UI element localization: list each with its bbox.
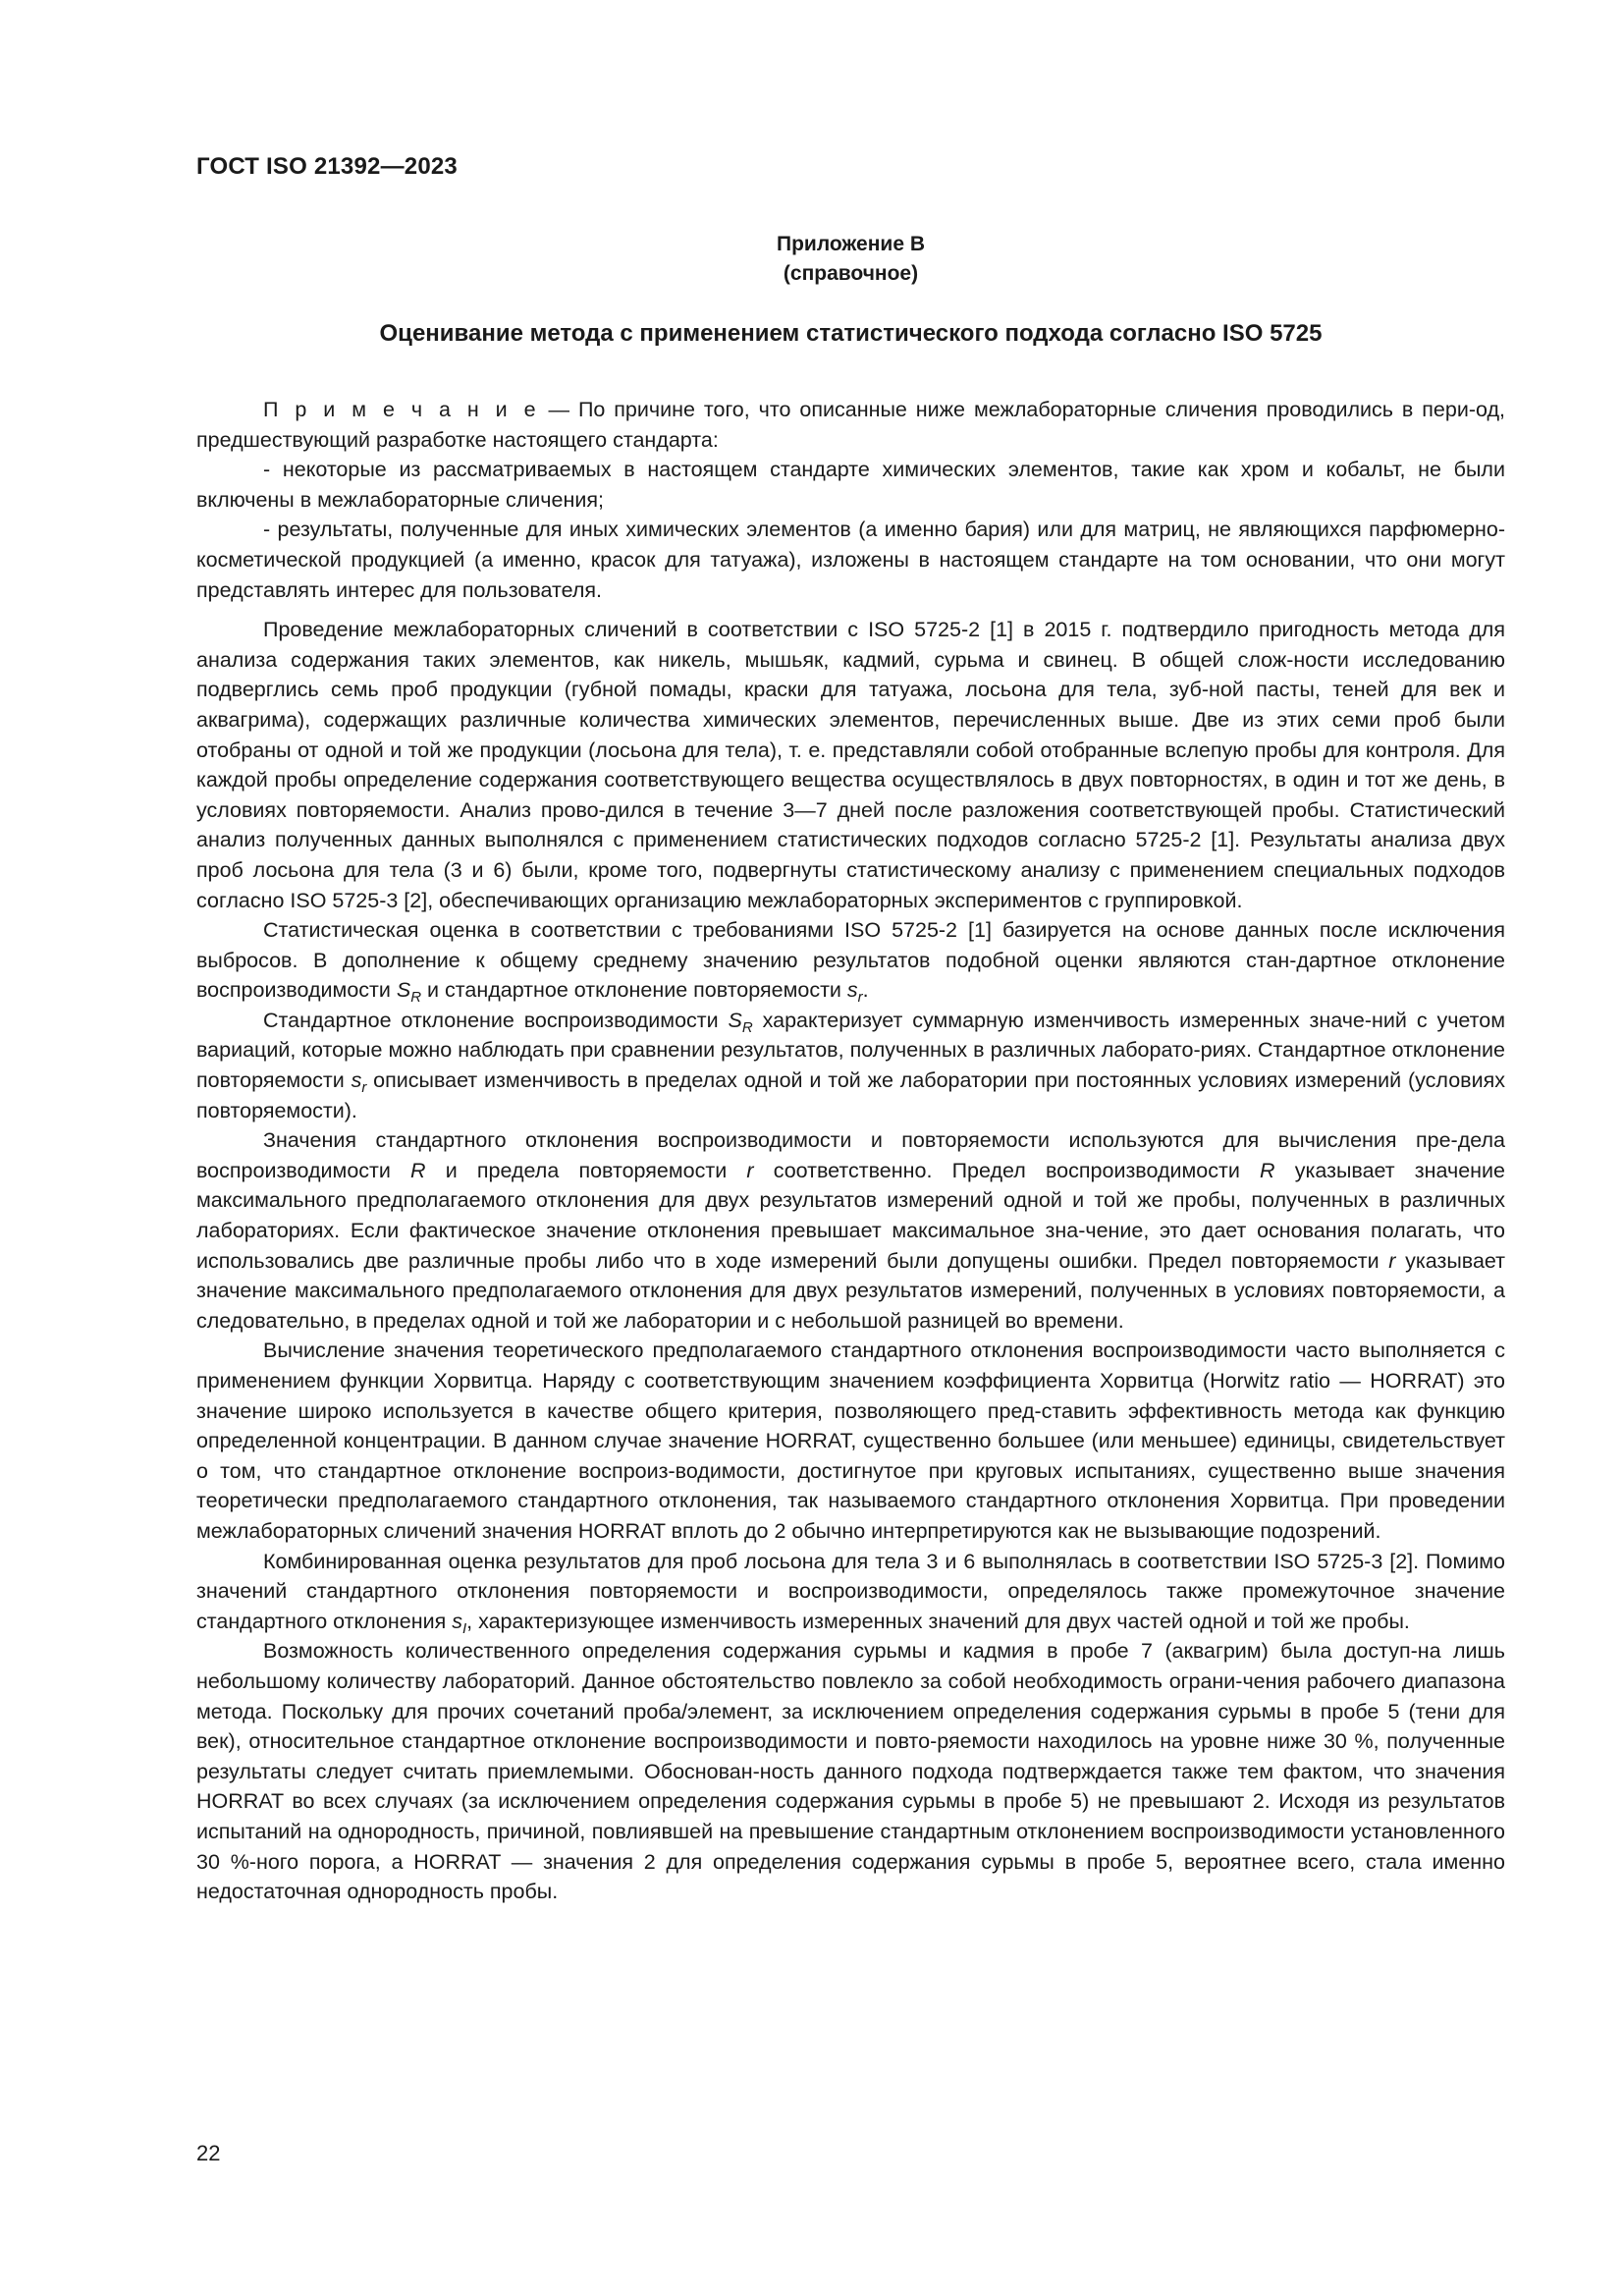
note-item: - результаты, полученные для иных химических элементов (а именно бария) или для матриц, не являющихся парфюмерно-косметической продукцией (а именно, красок для татуажа), изложены в настоящем стандарте на том основании, что они могут представлять интерес для пользователя. — [196, 518, 1505, 602]
symbol — [396, 978, 422, 1007]
symbol-subscript: R — [410, 989, 422, 1007]
note-intro: — По причине того, что описанные ниже межлабораторные сличения проводились в пери-од, предшествующий разработке настоящего стандарта: — [196, 398, 1506, 452]
text-run: Значения стандартного отклонения воспроизводимости и повторяемости используются для вычисления пре-дела воспроизводимости — [196, 1128, 1505, 1182]
symbol — [728, 1008, 753, 1036]
note-item: - некоторые из рассматриваемых в настоящем стандарте химических элементов, такие как хром и кобальт, не были включены в межлабораторные сличения; — [196, 458, 1505, 512]
document-header: ГОСТ ISO 21392—2023 — [196, 153, 458, 180]
symbol: r — [746, 1158, 754, 1182]
symbol-letter: s — [846, 978, 858, 1003]
text-run: Комбинированная оценка результатов для проб лосьона для тела 3 и 6 выполнялась в соответствии ISO 5725-3 [2]. Помимо значений стандартного отклонения повторяемости и воспроизводимости, определялось также промежуточное значение стандартного отклонения — [196, 1549, 1505, 1633]
symbol-subscript: I — [461, 1619, 467, 1637]
annex-heading — [196, 230, 1505, 289]
text-run: Стандартное отклонение воспроизводимости — [263, 1008, 729, 1032]
symbol-letter: s — [351, 1068, 362, 1093]
body-paragraph: Проведение межлабораторных сличений в соответствии с ISO 5725-2 [1] в 2015 г. подтвердило пригодность метода для анализа содержания таких элементов, как никель, мышьяк, кадмий, сурьма и свинец. В общей слож-ности исследованию подверглись семь проб продукции (губной помады, краски для татуажа, лосьона для тела, зуб-ной пасты, теней для век и аквагрима), содержащих различные количества химических элементов, перечисленных выше. Две из этих семи проб были отобраны от одной и той же продукции (лосьона для тела), т. е. представляли собой отобранные вслепую пробы для контроля. Для каждой пробы определение содержания соответствующего вещества осуществлялось в двух повторностях, в один и тот же день, в условиях повторяемости. Анализ прово-дился в течение 3—7 дней после разложения соответствующей пробы. Статистический анализ полученных данных выполнялся с применением статистических подходов согласно 5725-2 [1]. Результаты анализа двух проб лосьона для тела (3 и 6) были, кроме того, подвергнуты статистическому анализу с применением специальных подходов согласно ISO 5725-3 [2], обеспечивающих организацию межлабораторных экспериментов с группировкой. — [196, 618, 1505, 912]
document-body — [196, 395, 1505, 1907]
symbol-subscript: R — [741, 1018, 753, 1036]
body-paragraph — [196, 1547, 1505, 1637]
symbol: R — [410, 1158, 426, 1182]
text-run: описывает изменчивость в пределах одной и той же лаборатории при постоянных условиях измерений (условиях повторяемости). — [196, 1068, 1506, 1122]
text-run: указывает значение максимального предполагаемого отклонения для двух результатов измерений, полученных в условиях повторяемости, а следовательно, в пределах одной и той же лаборатории и с небольшой разницей во времени. — [196, 1248, 1506, 1333]
text-run: и предела повторяемости — [425, 1158, 747, 1182]
body-paragraph — [196, 1125, 1505, 1336]
body-paragraph: Возможность количественного определения содержания сурьмы и кадмия в пробе 7 (аквагрим) была доступ-на лишь небольшому количеству лабораторий. Данное обстоятельство повлекло за собой необходимость ограни-чения рабочего диапазона метода. Поскольку для прочих сочетаний проба/элемент, за исключением определения содержания сурьмы в пробе 5 (тени для век), относительное стандартное отклонение воспроизводимости и повто-ряемости находилось на уровне ниже 30 %, полученные результаты следует считать приемлемыми. Обоснован-ность данного подхода подтверждается также тем фактом, что значения HORRAT во всех случаях (за исключением определения содержания сурьмы в пробе 5) не превышают 2. Исходя из результатов испытаний на однородность, причиной, повлиявшей на превышение стандартным отклонением воспроизводимости установленного 30 %-ного порога, а HORRAT — значения 2 для определения содержания сурьмы в пробе 5, вероятнее всего, стала именно недостаточная однородность пробы. — [196, 1639, 1505, 1904]
symbol-subscript: r — [857, 989, 863, 1007]
page-number: 22 — [196, 2141, 221, 2165]
symbol — [846, 978, 863, 1007]
annex-title: Оценивание метода с применением статистического подхода согласно ISO 5725 — [379, 320, 1323, 347]
text-run: , характеризующее изменчивость измеренных значений для двух частей одной и той же пробы. — [466, 1609, 1410, 1633]
body-paragraph — [196, 915, 1505, 1006]
text-run: характеризует суммарную изменчивость измеренных значе-ний с учетом вариаций, которые можно наблюдать при сравнении результатов, полученных в различных лаборато-риях. Стандартное отклонение повторяемости — [196, 1008, 1506, 1093]
text-run: соответственно. Предел воспроизводимости — [753, 1158, 1261, 1182]
text-run: . — [862, 978, 869, 1003]
symbol-letter: S — [728, 1008, 742, 1032]
text-run: Статистическая оценка в соответствии с требованиями ISO 5725-2 [1] базируется на основе данных после исключения выбросов. В дополнение к общему среднему значению результатов подобной оценки являются стан-дартное отклонение воспроизводимости — [196, 918, 1505, 1003]
symbol — [351, 1068, 367, 1097]
symbol: r — [1388, 1248, 1396, 1273]
note-label: П р и м е ч а н и е — [263, 398, 540, 421]
text-run: указывает значение максимального предполагаемого отклонения для двух результатов измерений одной и той же пробы, полученных в различных лабораториях. Если фактическое значение отклонения превышает максимальное зна-чение, это дает основания полагать, что использовались две различные пробы либо что в ходе измерений были допущены ошибки. Предел повторяемости — [196, 1158, 1505, 1273]
symbol-letter: s — [452, 1609, 462, 1633]
body-paragraph — [196, 1006, 1505, 1125]
annex-status: (справочное) — [783, 262, 919, 285]
symbol — [452, 1609, 467, 1637]
note-paragraph — [196, 395, 1505, 455]
symbol-subscript: r — [361, 1079, 367, 1097]
symbol-letter: S — [396, 978, 411, 1003]
text-run: и стандартное отклонение повторяемости — [421, 978, 847, 1003]
body-paragraph: Вычисление значения теоретического предполагаемого стандартного отклонения воспроизводимости часто выполняется с применением функции Хорвитца. Наряду с соответствующим значением коэффициента Хорвитца (Horwitz ratio — HORRAT) это значение широко используется в качестве общего критерия, позволяющего пред-ставить эффективность метода как функцию определенной концентрации. В данном случае значение HORRAT, существенно большее (или меньшее) единицы, свидетельствует о том, что стандартное отклонение воспроиз-водимости, достигнутое при круговых испытаниях, существенно выше значения теоретически предполагаемого стандартного отклонения, так называемого стандартного отклонения Хорвитца. При проведении межлабораторных сличений значения HORRAT вплоть до 2 обычно интерпретируются как не вызывающие подозрений. — [196, 1339, 1505, 1543]
annex-label: Приложение В — [776, 233, 925, 255]
symbol: R — [1260, 1158, 1275, 1182]
